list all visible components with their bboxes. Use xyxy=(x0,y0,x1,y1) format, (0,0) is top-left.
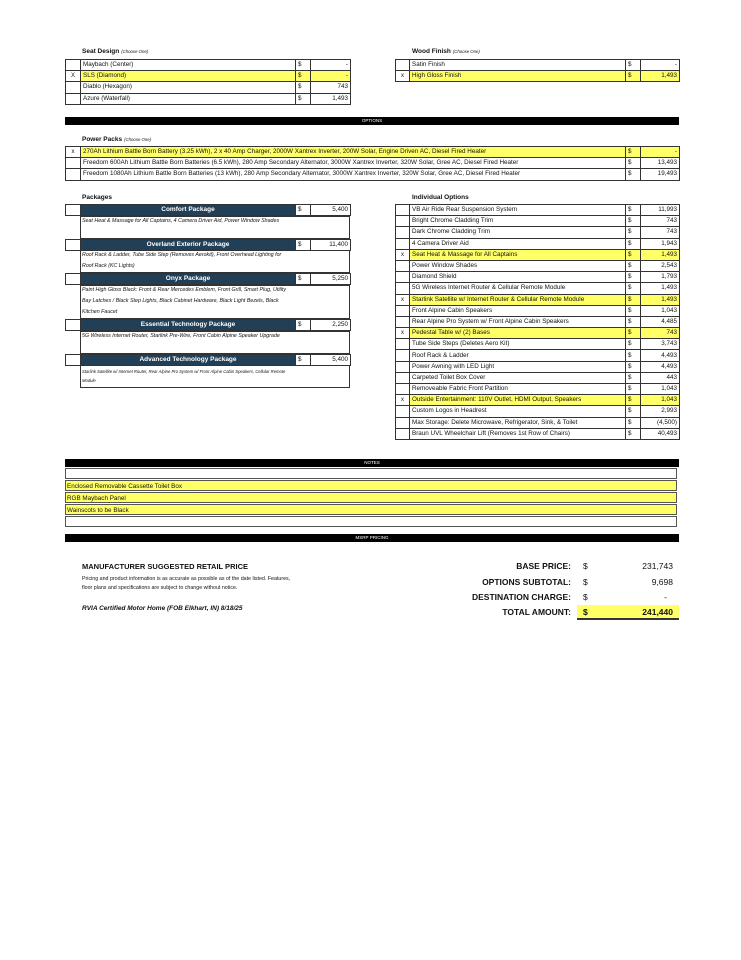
wood-finish-row xyxy=(396,60,680,71)
option-price: 1,043 xyxy=(641,305,680,316)
selection-mark[interactable]: x xyxy=(396,249,410,260)
option-label: Diablo (Hexagon) xyxy=(81,82,296,93)
selection-mark[interactable] xyxy=(396,260,410,271)
option-label: 270Ah Lithium Battle Born Battery (3.25 kWh), 2 x 40 Amp Charger, 2000W Xantrex Inverter, 200W Solar, Engine Driven AC, Diesel Fired Heater xyxy=(81,147,626,158)
option-price: 1,943 xyxy=(641,238,680,249)
package-price: 5,250 xyxy=(311,274,351,285)
selection-mark[interactable] xyxy=(66,158,81,169)
individual-option-row xyxy=(396,216,680,227)
option-label: Rear Alpine Pro System w/ Front Alpine Cabin Speakers xyxy=(410,316,626,327)
option-price: 4,493 xyxy=(641,350,680,361)
seat-design-row xyxy=(66,71,351,82)
option-label: Outside Entertainment: 110V Outlet, HDMI Output, Speakers xyxy=(410,395,626,406)
options-section-bar: OPTIONS xyxy=(65,117,679,125)
selection-mark[interactable] xyxy=(66,93,81,104)
currency-symbol: $ xyxy=(626,158,641,169)
currency-symbol: $ xyxy=(296,60,311,71)
option-price: 2,993 xyxy=(641,406,680,417)
individual-option-row xyxy=(396,339,680,350)
selection-mark[interactable] xyxy=(396,384,410,395)
option-price: - xyxy=(641,147,680,158)
currency-symbol: $ xyxy=(626,260,641,271)
individual-option-row xyxy=(396,227,680,238)
currency-symbol: $ xyxy=(626,60,641,71)
wood-finish-subtitle: (Choose One) xyxy=(452,49,480,54)
individual-option-row xyxy=(396,305,680,316)
option-label: Maybach (Center) xyxy=(81,60,296,71)
option-price: 1,493 xyxy=(641,71,680,82)
option-label: Seat Heat & Massage for All Captains xyxy=(410,249,626,260)
currency-symbol: $ xyxy=(626,205,641,216)
selection-mark[interactable]: x xyxy=(396,294,410,305)
power-packs-heading xyxy=(82,136,151,143)
selection-mark[interactable] xyxy=(396,227,410,238)
base-price-value: 231,743 xyxy=(642,561,673,571)
currency-symbol: $ xyxy=(296,239,311,250)
individual-option-row xyxy=(396,283,680,294)
power-packs-table xyxy=(65,146,680,181)
currency-symbol: $ xyxy=(626,71,641,82)
option-price: 743 xyxy=(641,216,680,227)
option-label: 5G Wireless Internet Router & Cellular Remote Module xyxy=(410,283,626,294)
base-price-dollar: $ xyxy=(583,561,588,571)
currency-symbol: $ xyxy=(626,316,641,327)
currency-symbol: $ xyxy=(626,238,641,249)
selection-mark[interactable] xyxy=(396,283,410,294)
option-price: 11,993 xyxy=(641,205,680,216)
selection-mark[interactable] xyxy=(396,372,410,383)
currency-symbol: $ xyxy=(296,82,311,93)
package-header-row xyxy=(65,354,351,366)
wood-finish-heading xyxy=(412,48,480,55)
currency-symbol: $ xyxy=(626,249,641,260)
package-name: Essential Technology Package xyxy=(81,320,296,331)
currency-symbol: $ xyxy=(626,350,641,361)
options-subtotal-value: 9,698 xyxy=(651,577,673,587)
currency-symbol: $ xyxy=(626,169,641,180)
package-select-box[interactable] xyxy=(66,354,81,365)
individual-option-row xyxy=(396,249,680,260)
package-header-row xyxy=(65,273,351,285)
currency-symbol: $ xyxy=(626,372,641,383)
option-label: Carpeted Toilet Box Cover xyxy=(410,372,626,383)
selection-mark[interactable] xyxy=(66,60,81,71)
selection-mark[interactable] xyxy=(396,60,410,71)
option-label: SLS (Diamond) xyxy=(81,71,296,82)
individual-option-row xyxy=(396,384,680,395)
option-price: 1,493 xyxy=(641,249,680,260)
option-label: Dark Chrome Cladding Trim xyxy=(410,227,626,238)
note-row[interactable]: Wainscots to be Black xyxy=(65,504,677,515)
power-pack-row xyxy=(66,169,680,180)
option-price: - xyxy=(641,60,680,71)
seat-design-title: Seat Design xyxy=(82,48,120,55)
package-select-box[interactable] xyxy=(66,239,81,250)
seat-design-row xyxy=(66,93,351,104)
note-row[interactable] xyxy=(65,468,677,479)
option-price: 13,493 xyxy=(641,158,680,169)
package-price: 2,250 xyxy=(311,320,351,331)
individual-options-heading: Individual Options xyxy=(412,194,469,201)
selection-mark[interactable]: x xyxy=(396,395,410,406)
base-price-label: BASE PRICE: xyxy=(516,561,571,571)
selection-mark[interactable] xyxy=(396,339,410,350)
option-price: 4,485 xyxy=(641,316,680,327)
selection-mark[interactable] xyxy=(396,361,410,372)
selection-mark[interactable] xyxy=(396,216,410,227)
wood-finish-row xyxy=(396,71,680,82)
package-description: Paint High Gloss Black: Front & Rear Mercedes Emblem, Front Grill, Smart Plug, Utility Bay Latches / Black Step Lights, Black Cabinet Hardware, Black Light Bezels, Black Kitchen Faucet xyxy=(82,286,286,315)
selection-mark[interactable] xyxy=(396,428,410,439)
package-name: Overland Exterior Package xyxy=(81,239,296,250)
option-price: 1,493 xyxy=(311,93,351,104)
option-price: 743 xyxy=(641,227,680,238)
destination-charge-dollar: $ xyxy=(583,592,588,602)
selection-mark[interactable] xyxy=(396,350,410,361)
option-price: (4,500) xyxy=(641,417,680,428)
wood-finish-table xyxy=(395,59,680,82)
msrp-title: MANUFACTURER SUGGESTED RETAIL PRICE xyxy=(82,562,248,571)
option-label: Freedom 600Ah Lithium Battle Born Batteries (6.5 kWh), 280 Amp Secondary Alternator, 3000W Xantrex Inverter, 320W Solar, Gree AC, Diesel Fired Heater xyxy=(81,158,626,169)
option-label: Roof Rack & Ladder xyxy=(410,350,626,361)
currency-symbol: $ xyxy=(296,71,311,82)
notes-section-bar: NOTES xyxy=(65,459,679,467)
msrp-certification: RVIA Certified Motor Home (FOB Elkhart, IN) 8/18/25 xyxy=(82,605,243,612)
package-name: Onyx Package xyxy=(81,274,296,285)
package-header-row xyxy=(65,239,351,251)
currency-symbol: $ xyxy=(626,406,641,417)
currency-symbol: $ xyxy=(296,205,311,216)
seat-design-table xyxy=(65,59,351,105)
packages-heading: Packages xyxy=(82,194,112,201)
currency-symbol: $ xyxy=(296,320,311,331)
option-label: Power Awning with LED Light xyxy=(410,361,626,372)
package-select-box[interactable] xyxy=(66,274,81,285)
individual-option-row xyxy=(396,238,680,249)
power-pack-row xyxy=(66,147,680,158)
currency-symbol: $ xyxy=(626,339,641,350)
power-packs-subtitle: (Choose One) xyxy=(124,137,152,142)
note-row[interactable]: RGB Maybach Panel xyxy=(65,492,677,503)
option-price: 1,793 xyxy=(641,272,680,283)
option-price: 1,493 xyxy=(641,283,680,294)
selection-mark[interactable]: x xyxy=(66,147,81,158)
option-price: 1,043 xyxy=(641,384,680,395)
seat-design-row xyxy=(66,82,351,93)
currency-symbol: $ xyxy=(626,428,641,439)
currency-symbol: $ xyxy=(626,328,641,339)
individual-option-row xyxy=(396,328,680,339)
currency-symbol: $ xyxy=(626,147,641,158)
option-label: Starlink Satellite w/ Internet Router & Cellular Remote Module xyxy=(410,294,626,305)
package-description: 5G Wireless Internet Router, Starlink Pre-Wire, Front Cabin Alpine Speaker Upgrade xyxy=(82,332,280,339)
total-amount-dollar: $ xyxy=(583,607,588,617)
currency-symbol: $ xyxy=(296,274,311,285)
selection-mark[interactable] xyxy=(396,205,410,216)
option-label: Diamond Shield xyxy=(410,272,626,283)
individual-option-row xyxy=(396,361,680,372)
total-amount-label: TOTAL AMOUNT: xyxy=(502,607,571,617)
note-row[interactable]: Enclosed Removable Cassette Toilet Box xyxy=(65,480,677,491)
selection-mark[interactable] xyxy=(66,82,81,93)
option-label: Freedom 1080Ah Lithium Battle Born Batteries (13 kWh), 280 Amp Secondary Alternator, 3000W Xantrex Inverter, 320W Solar, Gree AC, Diesel Fired Heater xyxy=(81,169,626,180)
package-price: 11,400 xyxy=(311,239,351,250)
option-label: Braun UVL Wheelchair Lift (Removes 1st Row of Chairs) xyxy=(410,428,626,439)
individual-option-row xyxy=(396,205,680,216)
option-label: Front Alpine Cabin Speakers xyxy=(410,305,626,316)
currency-symbol: $ xyxy=(626,294,641,305)
package-select-box[interactable] xyxy=(66,320,81,331)
seat-design-row xyxy=(66,60,351,71)
selection-mark[interactable] xyxy=(66,169,81,180)
package-price: 5,400 xyxy=(311,354,351,365)
individual-option-row xyxy=(396,294,680,305)
selection-mark[interactable] xyxy=(396,406,410,417)
power-pack-row xyxy=(66,158,680,169)
currency-symbol: $ xyxy=(626,272,641,283)
option-label: Power Window Shades xyxy=(410,260,626,271)
currency-symbol: $ xyxy=(626,417,641,428)
individual-option-row xyxy=(396,395,680,406)
seat-design-subtitle: (Choose One) xyxy=(121,49,149,54)
seat-design-heading xyxy=(82,48,148,55)
package-description: Roof Rack & Ladder, Tube Side Step (Removes Aerokit), Front Overhead Lighting for Roof Rack (KC Lights) xyxy=(82,252,282,269)
package-price: 5,400 xyxy=(311,205,351,216)
package-header-row xyxy=(65,319,351,331)
option-price: 443 xyxy=(641,372,680,383)
options-subtotal-label: OPTIONS SUBTOTAL: xyxy=(482,577,571,587)
selection-mark[interactable]: X xyxy=(66,71,81,82)
option-label: VB Air Ride Rear Suspension System xyxy=(410,205,626,216)
option-label: Bright Chrome Cladding Trim xyxy=(410,216,626,227)
selection-mark[interactable] xyxy=(396,305,410,316)
msrp-section-bar: MSRP PRICING xyxy=(65,534,679,542)
currency-symbol: $ xyxy=(626,305,641,316)
option-price: 4,493 xyxy=(641,361,680,372)
option-price: - xyxy=(311,60,351,71)
option-label: Tube Side Steps (Deletes Aero Kit) xyxy=(410,339,626,350)
selection-mark[interactable] xyxy=(396,316,410,327)
package-name: Advanced Technology Package xyxy=(81,354,296,365)
currency-symbol: $ xyxy=(626,283,641,294)
total-amount-value: 241,440 xyxy=(642,607,673,617)
option-label: Max Storage: Delete Microwave, Refrigerator, Sink, & Toilet xyxy=(410,417,626,428)
option-label: Satin Finish xyxy=(410,60,626,71)
selection-mark[interactable]: x xyxy=(396,71,410,82)
note-row[interactable] xyxy=(65,516,677,527)
selection-mark[interactable] xyxy=(396,238,410,249)
option-price: 19,493 xyxy=(641,169,680,180)
currency-symbol: $ xyxy=(626,395,641,406)
option-price: 743 xyxy=(311,82,351,93)
option-label: Pedestal Table w/ (2) Bases xyxy=(410,328,626,339)
package-select-box[interactable] xyxy=(66,205,81,216)
package-description: Starlink Satellite w/ Internet Router, Rear Alpine Pro System w/ Front Alpine Cabin Speakers, Cellular Remote Module xyxy=(82,369,286,383)
option-label: Azure (Waterfall) xyxy=(81,93,296,104)
currency-symbol: $ xyxy=(626,361,641,372)
destination-charge-value: - xyxy=(664,592,667,602)
individual-option-row xyxy=(396,406,680,417)
package-name: Comfort Package xyxy=(81,205,296,216)
individual-option-row xyxy=(396,316,680,327)
individual-option-row xyxy=(396,428,680,439)
currency-symbol: $ xyxy=(626,384,641,395)
option-label: 4 Camera Driver Aid xyxy=(410,238,626,249)
option-price: 3,743 xyxy=(641,339,680,350)
package-header-row xyxy=(65,204,351,216)
wood-finish-title: Wood Finish xyxy=(412,48,451,55)
currency-symbol: $ xyxy=(296,93,311,104)
option-label: Custom Logos in Headrest xyxy=(410,406,626,417)
option-price: 2,543 xyxy=(641,260,680,271)
selection-mark[interactable] xyxy=(396,417,410,428)
individual-option-row xyxy=(396,350,680,361)
package-description: Seat Heat & Massage for All Captains, 4 Camera Driver Aid, Power Window Shades xyxy=(82,217,280,224)
selection-mark[interactable]: x xyxy=(396,328,410,339)
option-label: High Gloss Finish xyxy=(410,71,626,82)
currency-symbol: $ xyxy=(296,354,311,365)
option-price: 1,043 xyxy=(641,395,680,406)
individual-options-table xyxy=(395,204,680,440)
msrp-disclaimer: Pricing and product information is as accurate as possible as of the date listed. Features, floor plans and specifications are subject to change without notice. xyxy=(82,576,291,591)
option-price: 743 xyxy=(641,328,680,339)
currency-symbol: $ xyxy=(626,216,641,227)
individual-option-row xyxy=(396,260,680,271)
option-price: 40,493 xyxy=(641,428,680,439)
option-price: 1,493 xyxy=(641,294,680,305)
selection-mark[interactable] xyxy=(396,272,410,283)
individual-option-row xyxy=(396,417,680,428)
option-price: - xyxy=(311,71,351,82)
currency-symbol: $ xyxy=(626,227,641,238)
options-subtotal-dollar: $ xyxy=(583,577,588,587)
individual-option-row xyxy=(396,372,680,383)
option-label: Removeable Fabric Front Partition xyxy=(410,384,626,395)
destination-charge-label: DESTINATION CHARGE: xyxy=(471,592,571,602)
power-packs-title: Power Packs xyxy=(82,136,123,143)
individual-option-row xyxy=(396,272,680,283)
